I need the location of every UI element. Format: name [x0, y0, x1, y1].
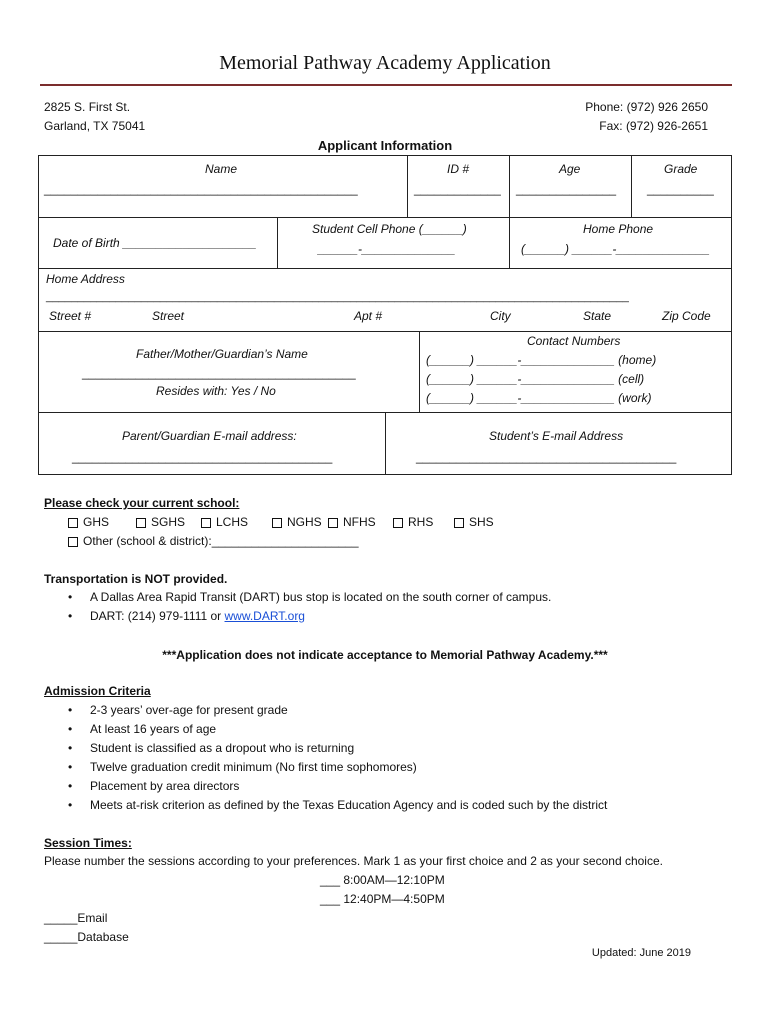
criteria-item: • Meets at-risk criterion as defined by the Texas Education Agency and is coded such by the district: [68, 798, 608, 812]
current-school-heading: Please check your current school:: [44, 496, 240, 510]
cell-phone-field[interactable]: ______-______________: [318, 242, 456, 256]
session-option-2[interactable]: ___ 12:40PM—4:50PM: [320, 892, 445, 906]
checkbox-icon[interactable]: [393, 518, 403, 528]
guardian-email-field[interactable]: _______________________________________: [72, 450, 333, 464]
school-option-other[interactable]: Other (school & district):______________________: [68, 534, 359, 548]
session-option-1[interactable]: ___ 8:00AM—12:10PM: [320, 873, 445, 887]
student-email-field[interactable]: _______________________________________: [416, 450, 677, 464]
school-option-rhs[interactable]: RHS: [393, 515, 433, 529]
dart-link[interactable]: www.DART.org: [224, 609, 305, 623]
zip-code-label: Zip Code: [662, 309, 711, 323]
address-line-2: Garland, TX 75041: [44, 119, 146, 133]
home-phone-field[interactable]: (______) ______-______________: [521, 242, 710, 256]
contact-work-field[interactable]: (______) ______-______________ (work): [426, 391, 652, 405]
street-label: Street: [152, 309, 185, 323]
street-number-label: Street #: [49, 309, 92, 323]
school-option-lchs[interactable]: LCHS: [201, 515, 248, 529]
school-option-shs[interactable]: SHS: [454, 515, 494, 529]
applicant-info-heading: Applicant Information: [317, 138, 453, 153]
criteria-item: • Student is classified as a dropout who is returning: [68, 741, 355, 755]
cell-phone-label[interactable]: Student Cell Phone (______): [312, 222, 467, 236]
guardian-name-field[interactable]: _________________________________________: [82, 366, 356, 380]
age-field[interactable]: _______________: [516, 182, 617, 196]
checkbox-icon[interactable]: [201, 518, 211, 528]
checkbox-icon[interactable]: [68, 537, 78, 547]
checkbox-icon[interactable]: [136, 518, 146, 528]
session-times-heading: Session Times:: [44, 836, 132, 850]
name-field[interactable]: _______________________________________________: [44, 182, 358, 196]
database-checkoff[interactable]: _____Database: [44, 930, 129, 944]
school-option-nfhs[interactable]: NFHS: [328, 515, 376, 529]
applicant-table: [38, 155, 732, 475]
transport-bullet-1: • A Dallas Area Rapid Transit (DART) bus stop is located on the south corner of campus.: [68, 590, 552, 604]
checkbox-icon[interactable]: [454, 518, 464, 528]
resides-with[interactable]: Resides with: Yes / No: [156, 384, 276, 398]
grade-field[interactable]: __________: [647, 182, 714, 196]
school-option-nghs[interactable]: NGHS: [272, 515, 322, 529]
school-option-ghs[interactable]: GHS: [68, 515, 109, 529]
page-title: Memorial Pathway Academy Application: [219, 52, 551, 74]
session-instructions: Please number the sessions according to your preferences. Mark 1 as your first choice and 2 as your second choice.: [44, 854, 663, 868]
guardian-name-label: Father/Mother/Guardian’s Name: [136, 347, 308, 361]
transport-bullet-2: • DART: (214) 979-1111 or www.DART.org: [68, 609, 305, 623]
checkbox-icon[interactable]: [68, 518, 78, 528]
guardian-email-label: Parent/Guardian E-mail address:: [122, 429, 297, 443]
updated-date: Updated: June 2019: [591, 947, 691, 959]
title-divider: [40, 84, 732, 86]
home-address-field[interactable]: ____________________________________________________________________________________________: [46, 291, 629, 303]
state-label: State: [583, 309, 612, 323]
city-label: City: [490, 309, 511, 323]
home-phone-label: Home Phone: [583, 222, 654, 236]
apt-label: Apt #: [354, 309, 383, 323]
email-checkoff[interactable]: _____Email: [44, 911, 108, 925]
transportation-heading: Transportation is NOT provided.: [44, 572, 228, 586]
contact-numbers-label: Contact Numbers: [527, 334, 621, 348]
checkbox-icon[interactable]: [328, 518, 338, 528]
address-line-1: 2825 S. First St.: [44, 100, 131, 114]
criteria-item: • Twelve graduation credit minimum (No first time sophomores): [68, 760, 417, 774]
checkbox-icon[interactable]: [272, 518, 282, 528]
contact-home-field[interactable]: (______) ______-______________ (home): [426, 353, 657, 367]
home-address-label: Home Address: [46, 272, 125, 286]
id-field[interactable]: _____________: [414, 182, 501, 196]
criteria-item: • 2-3 years’ over-age for present grade: [68, 703, 288, 717]
admission-criteria-heading: Admission Criteria: [44, 684, 151, 698]
dob-field[interactable]: Date of Birth ____________________: [53, 236, 257, 250]
phone-number: Phone: (972) 926 2650: [585, 100, 708, 114]
id-label: ID #: [447, 162, 470, 176]
age-label: Age: [559, 162, 581, 176]
criteria-item: • At least 16 years of age: [68, 722, 217, 736]
school-option-sghs[interactable]: SGHS: [136, 515, 185, 529]
criteria-item: • Placement by area directors: [68, 779, 240, 793]
student-email-label: Student’s E-mail Address: [489, 429, 624, 443]
contact-cell-field[interactable]: (______) ______-______________ (cell): [426, 372, 645, 386]
name-label: Name: [205, 162, 238, 176]
fax-number: Fax: (972) 926-2651: [599, 119, 708, 133]
acceptance-notice: ***Application does not indicate acceptance to Memorial Pathway Academy.***: [162, 648, 608, 662]
grade-label: Grade: [664, 162, 698, 176]
